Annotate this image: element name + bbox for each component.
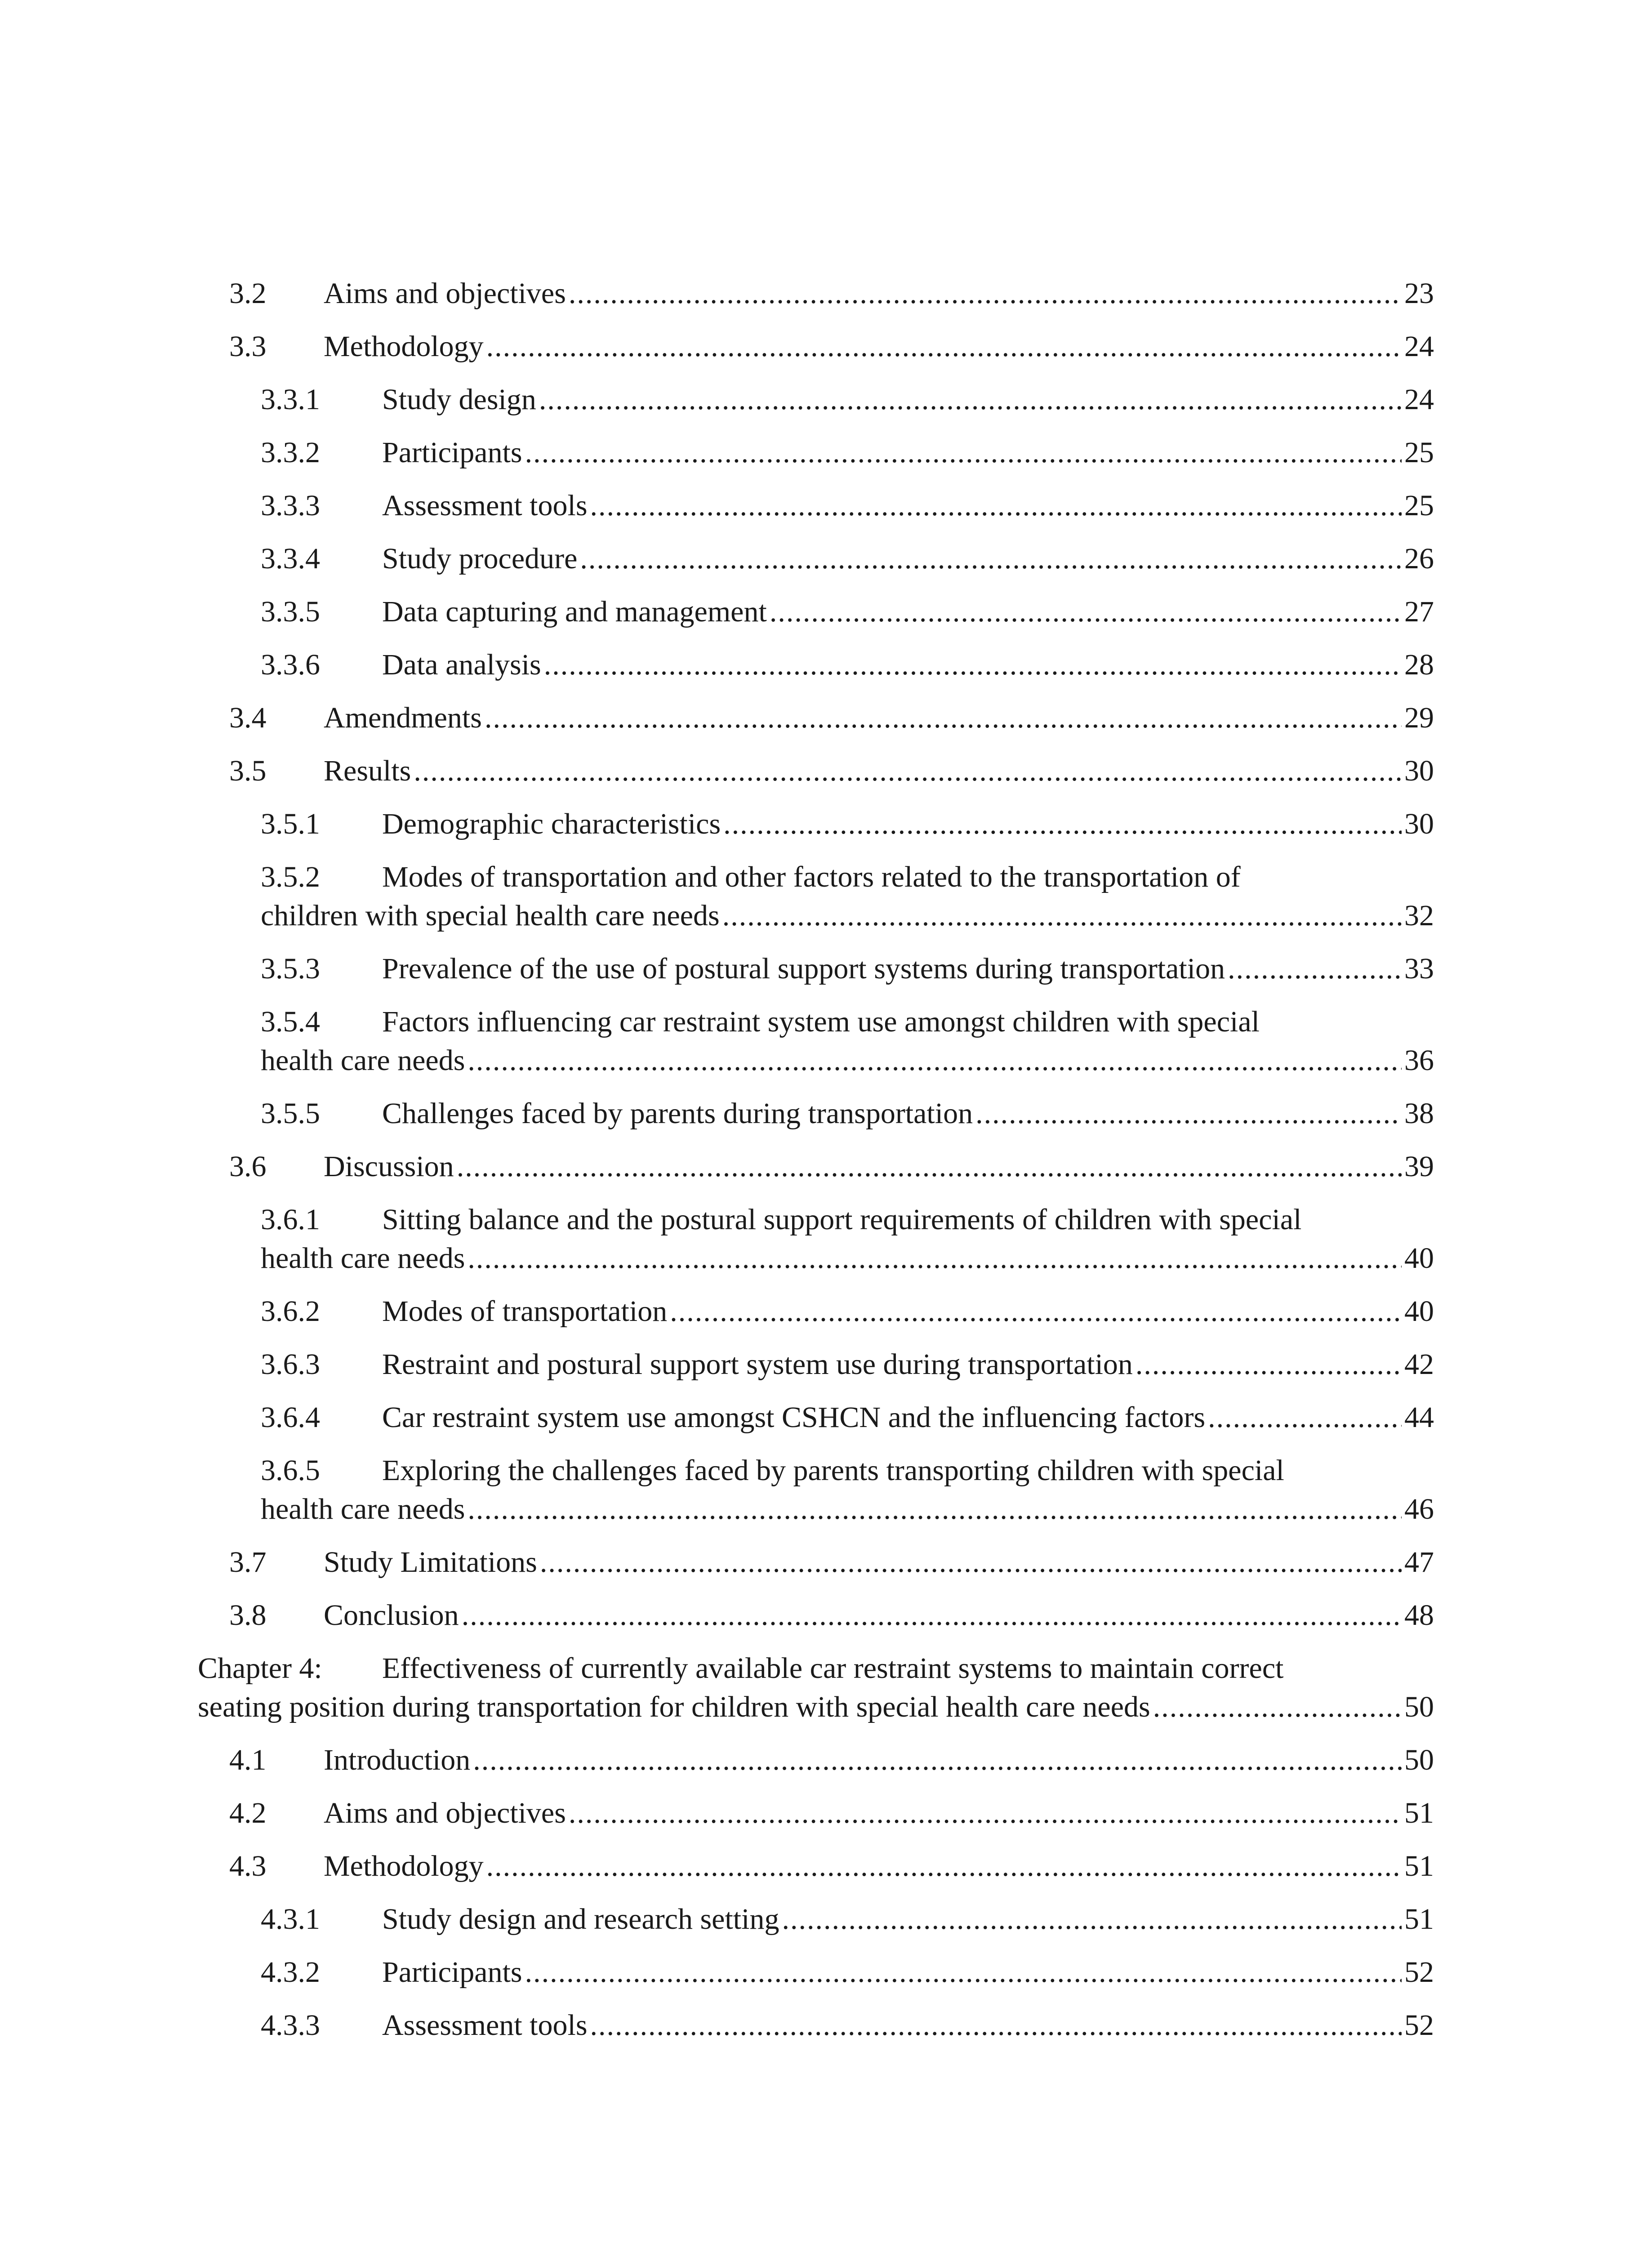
dot-leader xyxy=(569,274,1402,313)
toc-title: Methodology xyxy=(324,1850,484,1882)
toc-entry[interactable] xyxy=(198,1596,1434,1635)
toc-page-number: 36 xyxy=(1404,1044,1434,1077)
dot-leader xyxy=(525,433,1402,472)
toc-title-line1: Factors influencing car restraint system use amongst children with special xyxy=(382,1005,1260,1038)
toc-number: 3.5.1 xyxy=(261,807,320,840)
dot-leader xyxy=(539,380,1402,419)
toc-entry[interactable] xyxy=(198,950,1434,988)
toc-entry[interactable] xyxy=(198,1900,1434,1939)
toc-page-number: 30 xyxy=(1404,754,1434,787)
toc-title: Restraint and postural support system use during transportation xyxy=(382,1348,1133,1381)
dot-leader xyxy=(486,1847,1402,1886)
toc-number: 4.3.1 xyxy=(261,1903,320,1936)
toc-entry[interactable] xyxy=(198,1794,1434,1833)
dot-leader xyxy=(782,1900,1402,1939)
toc-page-number: 30 xyxy=(1404,807,1434,840)
toc-number: 3.2 xyxy=(229,277,267,310)
toc-title: Data analysis xyxy=(382,648,541,681)
toc-page-number: 44 xyxy=(1404,1401,1434,1434)
toc-title: Study design and research setting xyxy=(382,1903,779,1936)
dot-leader xyxy=(590,486,1402,525)
toc-title: Conclusion xyxy=(324,1599,459,1632)
dot-leader xyxy=(723,805,1402,843)
dot-leader xyxy=(540,1543,1402,1582)
toc-title: Study design xyxy=(382,383,536,416)
toc-number: 3.3.4 xyxy=(261,542,320,575)
toc-page-number: 51 xyxy=(1404,1797,1434,1829)
toc-title-line1: Modes of transportation and other factors related to the transportation of xyxy=(382,861,1241,893)
toc-page-number: 38 xyxy=(1404,1097,1434,1130)
dot-leader xyxy=(1135,1345,1402,1384)
toc-entry[interactable] xyxy=(198,1292,1434,1331)
toc-entry[interactable] xyxy=(198,1543,1434,1582)
toc-title: Modes of transportation xyxy=(382,1295,668,1328)
toc-entry[interactable] xyxy=(198,593,1434,631)
toc-title: Challenges faced by parents during transportation xyxy=(382,1097,973,1130)
toc-entry[interactable] xyxy=(198,1003,1434,1080)
toc-entry[interactable] xyxy=(198,858,1434,935)
toc-chapter-number: Chapter 4: xyxy=(198,1652,322,1685)
toc-page-number: 51 xyxy=(1404,1850,1434,1882)
toc-entry[interactable] xyxy=(198,1345,1434,1384)
toc-entry[interactable] xyxy=(198,540,1434,578)
toc-title-line2: health care needs xyxy=(261,1044,465,1077)
toc-number: 3.6.1 xyxy=(261,1203,320,1236)
dot-leader xyxy=(457,1147,1402,1186)
toc-page-number: 42 xyxy=(1404,1348,1434,1381)
toc-entry[interactable] xyxy=(198,486,1434,525)
dot-leader xyxy=(485,699,1402,737)
toc-number: 4.3.2 xyxy=(261,1956,320,1989)
toc-page-number: 52 xyxy=(1404,1956,1434,1989)
dot-leader xyxy=(468,1041,1402,1080)
toc-entry[interactable] xyxy=(198,2006,1434,2045)
toc-page-number: 39 xyxy=(1404,1150,1434,1183)
toc-number: 3.6.5 xyxy=(261,1454,320,1487)
toc-page-number: 32 xyxy=(1404,899,1434,932)
toc-page-number: 40 xyxy=(1404,1242,1434,1275)
dot-leader xyxy=(722,897,1402,935)
dot-leader xyxy=(414,752,1402,790)
toc-entry[interactable] xyxy=(198,1953,1434,1992)
dot-leader xyxy=(975,1094,1402,1133)
toc-page-number: 28 xyxy=(1404,648,1434,681)
toc-number: 3.3 xyxy=(229,330,267,363)
toc-number: 4.2 xyxy=(229,1797,267,1829)
toc-entry[interactable] xyxy=(198,805,1434,843)
toc-page-number: 40 xyxy=(1404,1295,1434,1328)
toc-title: Introduction xyxy=(324,1744,471,1776)
toc-title: Car restraint system use amongst CSHCN and the influencing factors xyxy=(382,1401,1206,1434)
toc-page-number: 27 xyxy=(1404,595,1434,628)
toc-number: 3.5 xyxy=(229,754,267,787)
toc-title: Data capturing and management xyxy=(382,595,767,628)
toc-page-number: 51 xyxy=(1404,1903,1434,1936)
toc-number: 3.5.3 xyxy=(261,952,320,985)
toc-title-line2: seating position during transportation for children with special health care needs xyxy=(198,1690,1150,1723)
toc-number: 3.5.2 xyxy=(261,861,320,893)
toc-title: Discussion xyxy=(324,1150,454,1183)
dot-leader xyxy=(473,1741,1402,1780)
toc-title: Participants xyxy=(382,1956,522,1989)
toc-page-number: 25 xyxy=(1404,489,1434,522)
toc-entry[interactable] xyxy=(198,1451,1434,1529)
dot-leader xyxy=(580,540,1402,578)
toc-page-number: 24 xyxy=(1404,383,1434,416)
dot-leader xyxy=(525,1953,1402,1992)
toc-number: 3.6 xyxy=(229,1150,267,1183)
toc-number: 3.3.6 xyxy=(261,648,320,681)
toc-page-number: 25 xyxy=(1404,436,1434,469)
toc-page-number: 26 xyxy=(1404,542,1434,575)
toc-entry[interactable] xyxy=(198,1847,1434,1886)
toc-page-number: 47 xyxy=(1404,1546,1434,1579)
dot-leader xyxy=(462,1596,1402,1635)
dot-leader xyxy=(486,327,1402,366)
toc-entry[interactable] xyxy=(198,1094,1434,1133)
toc-entry[interactable] xyxy=(198,1741,1434,1780)
toc-title-line1: Exploring the challenges faced by parents transporting children with special xyxy=(382,1454,1284,1487)
toc-page-number: 46 xyxy=(1404,1493,1434,1525)
dot-leader xyxy=(569,1794,1402,1833)
toc-chapter-entry[interactable] xyxy=(198,1649,1434,1726)
toc-title: Assessment tools xyxy=(382,489,588,522)
toc-entry[interactable] xyxy=(198,699,1434,737)
toc-page-number: 52 xyxy=(1404,2009,1434,2042)
toc-entry[interactable] xyxy=(198,380,1434,419)
toc-page-number: 24 xyxy=(1404,330,1434,363)
dot-leader xyxy=(670,1292,1402,1331)
toc-number: 3.4 xyxy=(229,701,267,734)
toc-number: 3.3.1 xyxy=(261,383,320,416)
toc-entry[interactable] xyxy=(198,646,1434,684)
toc-entry[interactable] xyxy=(198,752,1434,790)
toc-number: 3.8 xyxy=(229,1599,267,1632)
dot-leader xyxy=(544,646,1402,684)
toc-number: 3.5.5 xyxy=(261,1097,320,1130)
toc-entry[interactable] xyxy=(198,433,1434,472)
toc-number: 4.1 xyxy=(229,1744,267,1776)
toc-entry[interactable] xyxy=(198,1398,1434,1437)
toc-number: 3.7 xyxy=(229,1546,267,1579)
dot-leader xyxy=(770,593,1402,631)
toc-title: Demographic characteristics xyxy=(382,807,721,840)
toc-title-line1: Effectiveness of currently available car restraint systems to maintain correct xyxy=(382,1652,1284,1685)
toc-title: Study procedure xyxy=(382,542,578,575)
toc-title-line2: health care needs xyxy=(261,1493,465,1525)
dot-leader xyxy=(1153,1688,1402,1726)
toc-number: 3.6.2 xyxy=(261,1295,320,1328)
toc-title: Prevalence of the use of postural support systems during transportation xyxy=(382,952,1225,985)
toc-title-line2: children with special health care needs xyxy=(261,899,720,932)
toc-number: 4.3.3 xyxy=(261,2009,320,2042)
toc-page-number: 48 xyxy=(1404,1599,1434,1632)
toc-entry[interactable] xyxy=(198,1200,1434,1278)
toc-title: Aims and objectives xyxy=(324,277,566,310)
toc-entry[interactable] xyxy=(198,327,1434,366)
toc-page-number: 50 xyxy=(1404,1690,1434,1723)
toc-number: 3.3.3 xyxy=(261,489,320,522)
toc-title: Assessment tools xyxy=(382,2009,588,2042)
toc-page-number: 29 xyxy=(1404,701,1434,734)
toc-title-line2: health care needs xyxy=(261,1242,465,1275)
toc-number: 4.3 xyxy=(229,1850,267,1882)
toc-entry[interactable] xyxy=(198,274,1434,313)
toc-page-number: 33 xyxy=(1404,952,1434,985)
toc-number: 3.3.5 xyxy=(261,595,320,628)
toc-number: 3.3.2 xyxy=(261,436,320,469)
toc-page-number: 50 xyxy=(1404,1744,1434,1776)
toc-number: 3.6.4 xyxy=(261,1401,320,1434)
toc-page-number: 23 xyxy=(1404,277,1434,310)
toc-number: 3.6.3 xyxy=(261,1348,320,1381)
toc-title: Study Limitations xyxy=(324,1546,537,1579)
toc-title: Amendments xyxy=(324,701,482,734)
toc-title: Aims and objectives xyxy=(324,1797,566,1829)
toc-title: Participants xyxy=(382,436,522,469)
dot-leader xyxy=(1228,950,1402,988)
toc-title: Methodology xyxy=(324,330,484,363)
toc-title: Results xyxy=(324,754,411,787)
dot-leader xyxy=(468,1239,1402,1278)
dot-leader xyxy=(468,1490,1402,1529)
dot-leader xyxy=(590,2006,1402,2045)
dot-leader xyxy=(1208,1398,1402,1437)
toc-number: 3.5.4 xyxy=(261,1005,320,1038)
toc-entry[interactable] xyxy=(198,1147,1434,1186)
toc-title-line1: Sitting balance and the postural support requirements of children with special xyxy=(382,1203,1302,1236)
